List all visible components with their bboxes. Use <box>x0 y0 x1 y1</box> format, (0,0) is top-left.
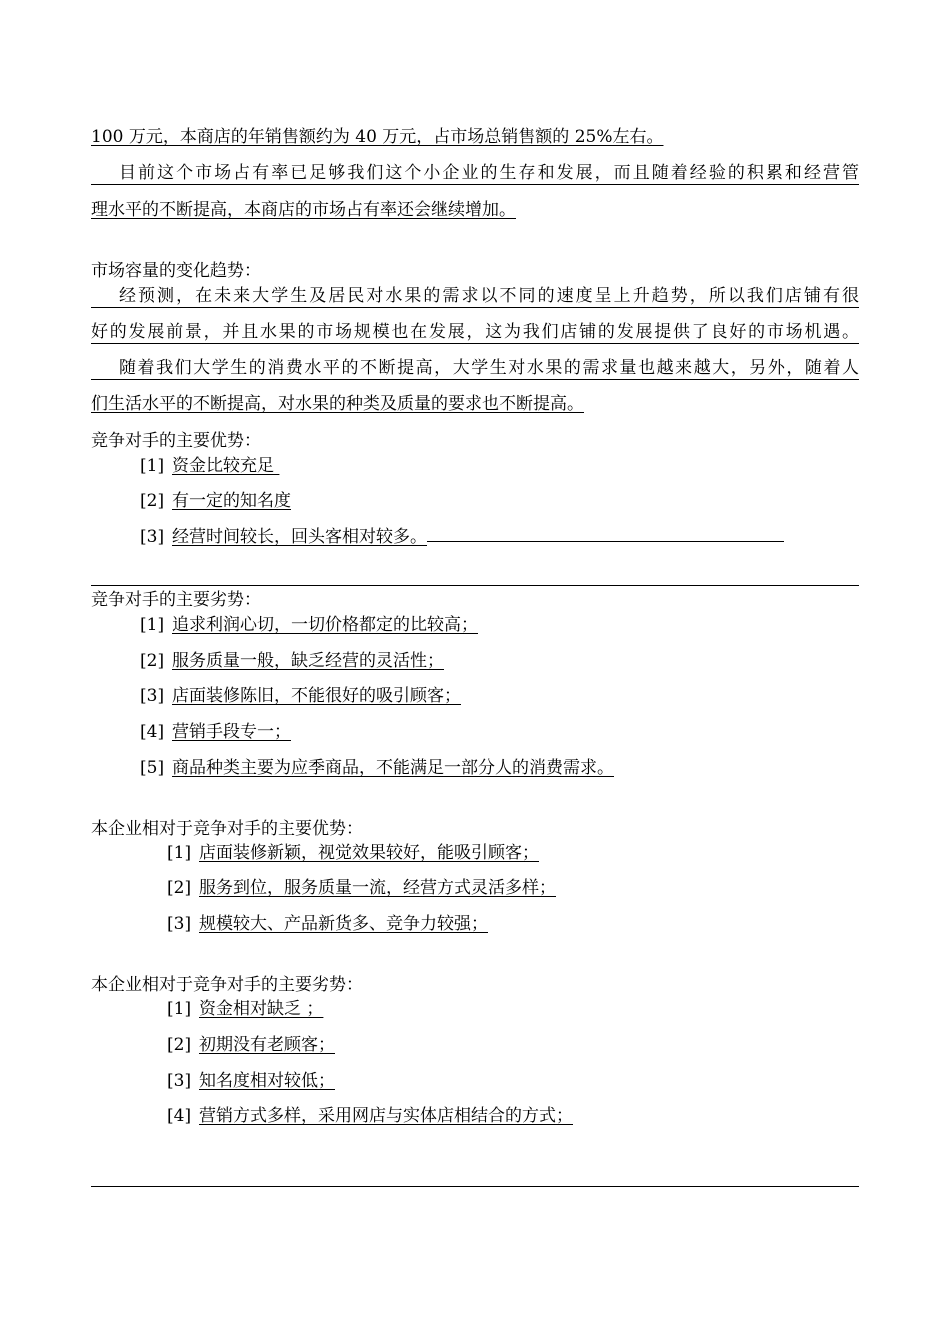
item-text: 初期没有老顾客； <box>199 1035 335 1055</box>
item-number: [2] <box>140 651 165 671</box>
item-text: 服务质量一般，缺乏经营的灵活性； <box>172 651 444 671</box>
item-text: 营销手段专一； <box>172 722 291 742</box>
item-number: [3] <box>140 686 165 706</box>
our-strengths-heading: 本企业相对于竞争对手的主要优势： <box>91 819 363 839</box>
our-weakness-item-4 <box>167 1106 573 1126</box>
intro-para2-line-1 <box>91 163 859 185</box>
competitor-weaknesses-heading: 竞争对手的主要劣势： <box>91 590 261 610</box>
intro-line-1: 100 万元，本商店的年销售额约为 40 万元，占市场总销售额的 25%左右。 <box>91 127 664 147</box>
competitor-weakness-item-4 <box>140 722 291 742</box>
item-text: 资金比较充足 <box>172 456 274 476</box>
our-strength-item-1 <box>167 843 539 863</box>
item-number: [1] <box>140 615 165 635</box>
intro-para2-text-1: 目前这个市场占有率已足够我们这个小企业的生存和发展，而且随着经验的积累和经营管 <box>119 163 859 183</box>
item-number: [4] <box>140 722 165 742</box>
item-text: 知名度相对较低； <box>199 1071 335 1091</box>
item-text: 店面装修新颖，视觉效果较好，能吸引顾客； <box>199 843 539 863</box>
market-trend-p2-text-1: 随着我们大学生的消费水平的不断提高，大学生对水果的需求量也越来越大，另外，随着人 <box>119 358 859 378</box>
our-strength-item-3 <box>167 914 488 934</box>
competitor-weakness-item-3 <box>140 686 461 706</box>
item-text: 商品种类主要为应季商品，不能满足一部分人的消费需求。 <box>172 758 614 778</box>
market-trend-p2-line-2: 们生活水平的不断提高，对水果的种类及质量的要求也不断提高。 <box>91 394 584 414</box>
item-text: 追求利润心切，一切价格都定的比较高； <box>172 615 478 635</box>
underline-fill <box>427 541 784 542</box>
item-number: [3] <box>167 914 192 934</box>
competitor-strengths-heading: 竞争对手的主要优势： <box>91 431 261 451</box>
our-strength-item-2 <box>167 878 556 898</box>
market-trend-p1-text-1: 经预测，在未来大学生及居民对水果的需求以不同的速度呈上升趋势，所以我们店铺有很 <box>119 286 859 306</box>
our-weakness-item-1 <box>167 999 323 1019</box>
competitor-strength-item-1 <box>140 456 279 476</box>
item-number: [1] <box>167 999 192 1019</box>
market-trend-p1-line-2 <box>91 322 859 344</box>
item-number: [3] <box>167 1071 192 1091</box>
item-number: [1] <box>167 843 192 863</box>
item-number: [1] <box>140 456 165 476</box>
horizontal-rule-bottom <box>91 1186 859 1187</box>
item-text: 有一定的知名度 <box>172 491 291 511</box>
item-text: 店面装修陈旧，不能很好的吸引顾客； <box>172 686 461 706</box>
our-weakness-item-2 <box>167 1035 335 1055</box>
item-text: 营销方式多样，采用网店与实体店相结合的方式； <box>199 1106 573 1126</box>
our-weaknesses-heading: 本企业相对于竞争对手的主要劣势： <box>91 975 363 995</box>
horizontal-rule <box>91 585 859 586</box>
item-number: [3] <box>140 527 165 547</box>
market-trend-p1-line-1 <box>91 286 859 308</box>
item-number: [2] <box>140 491 165 511</box>
competitor-weakness-item-5 <box>140 758 614 778</box>
item-number: [2] <box>167 878 192 898</box>
item-text: 规模较大、产品新货多、竞争力较强； <box>199 914 488 934</box>
competitor-strength-item-3 <box>140 527 784 547</box>
intro-para2-line-2: 理水平的不断提高，本商店的市场占有率还会继续增加。 <box>91 200 516 220</box>
item-number: [5] <box>140 758 165 778</box>
competitor-strength-item-2 <box>140 491 291 511</box>
item-text: 服务到位，服务质量一流，经营方式灵活多样； <box>199 878 556 898</box>
item-text: 经营时间较长，回头客相对较多。 <box>172 527 427 547</box>
market-trend-p2-line-1 <box>91 358 859 380</box>
our-weakness-item-3 <box>167 1071 335 1091</box>
market-trend-heading: 市场容量的变化趋势： <box>91 261 261 281</box>
item-number: [4] <box>167 1106 192 1126</box>
market-trend-p1-text-2: 好的发展前景，并且水果的市场规模也在发展，这为我们店铺的发展提供了良好的市场机遇。 <box>91 322 859 342</box>
competitor-weakness-item-2 <box>140 651 444 671</box>
item-number: [2] <box>167 1035 192 1055</box>
item-text: 资金相对缺乏 ； <box>199 999 324 1019</box>
competitor-weakness-item-1 <box>140 615 478 635</box>
